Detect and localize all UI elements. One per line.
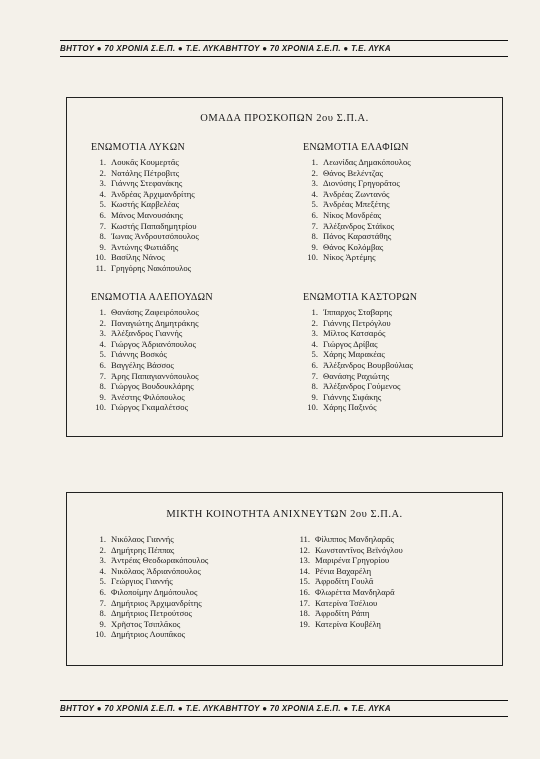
member-item <box>91 242 199 253</box>
member-item <box>295 598 403 609</box>
member-item <box>303 349 417 360</box>
member-item <box>303 157 411 168</box>
member-item <box>303 381 417 392</box>
member-name: Μάνος Μανουσάκης <box>111 209 183 220</box>
member-item <box>303 360 417 371</box>
member-name: Γρηγόρης Νακόπουλος <box>111 262 192 273</box>
member-number: 2. <box>311 167 318 178</box>
member-name: Μαριρένα Γρηγορίου <box>315 555 390 566</box>
member-number: 12. <box>299 544 310 555</box>
member-name: Γιάννης Στεφανάκης <box>111 178 183 189</box>
member-number: 9. <box>99 241 106 252</box>
member-number: 11. <box>95 262 106 273</box>
member-number: 1. <box>311 307 318 317</box>
member-name: Γιώργος Ἀδριανόπουλος <box>111 338 196 349</box>
member-item <box>303 339 417 350</box>
member-item <box>91 534 208 545</box>
member-name: Μίλτος Κατσαρός <box>323 328 386 339</box>
member-list <box>295 534 403 629</box>
member-name: Ἀνέστης Φιλόπουλος <box>111 391 185 402</box>
member-name: Ἱππαρχος Σταβαρης <box>323 307 392 317</box>
member-list <box>91 157 199 274</box>
bottom-banner: ΒΗΤΤΟΥ ● 70 ΧΡΟΝΙΑ Σ.Ε.Π. ● Τ.Ε. ΛΥΚΑΒΗΤΤΟΥ ● 70 ΧΡΟΝΙΑ Σ.Ε.Π. ● Τ.Ε. ΛΥΚΑ <box>60 700 508 717</box>
member-name: Χάρης Μαρακέας <box>323 349 385 360</box>
member-number: 3. <box>311 328 318 339</box>
member-item <box>91 608 208 619</box>
member-item <box>91 231 199 242</box>
member-number: 5. <box>99 349 106 360</box>
member-name: Ἀνδρέας Ἀρχιμανδρίτης <box>111 188 195 199</box>
member-number: 7. <box>99 597 106 608</box>
member-number: 7. <box>99 220 106 231</box>
member-item <box>295 534 403 545</box>
member-item <box>91 307 213 318</box>
member-number: 1. <box>311 157 318 167</box>
member-name: Ἀλέξανδρος Βουρβούλιας <box>323 359 413 370</box>
member-name: Νίκος Ἀρτέμης <box>323 252 376 263</box>
member-list <box>303 307 417 413</box>
member-item <box>303 168 411 179</box>
member-name: Ἀφροδίτη Ράπη <box>315 608 370 619</box>
member-name: Πάνος Καραστάθης <box>323 231 392 242</box>
member-number: 4. <box>99 188 106 199</box>
member-item <box>91 545 208 556</box>
member-name: Ἀνδρέας Μπεξέτης <box>323 199 390 210</box>
member-number: 17. <box>299 597 310 608</box>
member-list <box>91 534 208 640</box>
member-item <box>91 402 213 413</box>
member-number: 5. <box>311 349 318 360</box>
member-number: 3. <box>99 328 106 339</box>
member-number: 1. <box>99 157 106 167</box>
member-name: Δημήτριος Ἀρχιμανδρίτης <box>111 597 202 608</box>
member-number: 13. <box>299 555 310 566</box>
member-name: Νίκος Μονδρέας <box>323 209 382 220</box>
member-number: 1. <box>99 307 106 317</box>
member-name: Νατάλης Πέτροβιτς <box>111 167 180 178</box>
member-name: Κατερίνα Κουβέλη <box>315 618 381 629</box>
member-name: Γιάννης Βοσκός <box>111 349 167 360</box>
member-item <box>303 231 411 242</box>
member-number: 10. <box>95 402 106 413</box>
member-name: Κωστής Καρβελέας <box>111 199 180 210</box>
member-name: Ρένια Βαχαρέλη <box>315 565 372 576</box>
member-name: Κωνσταντῖνος Βεϊνόγλου <box>315 544 403 555</box>
member-item <box>91 598 208 609</box>
member-item <box>91 221 199 232</box>
member-name: Βαγγέλης Βάσσος <box>111 359 174 370</box>
patrol-lykon <box>91 141 199 274</box>
member-name: Φλωρέττα Μανδηλαρᾶ <box>315 586 395 597</box>
member-item <box>91 566 208 577</box>
member-item <box>303 199 411 210</box>
rangers-left-column <box>91 534 208 640</box>
member-item <box>303 392 417 403</box>
member-list <box>303 157 411 263</box>
member-number: 4. <box>311 188 318 199</box>
member-item <box>91 381 213 392</box>
member-name: Ἀρης Παπαγιαννόπουλος <box>111 370 199 381</box>
top-banner: ΒΗΤΤΟΥ ● 70 ΧΡΟΝΙΑ Σ.Ε.Π. ● Τ.Ε. ΛΥΚΑΒΗΤΤΟΥ ● 70 ΧΡΟΝΙΑ Σ.Ε.Π. ● Τ.Ε. ΛΥΚΑ <box>60 40 508 57</box>
member-name: Γιάννης Σιφάκης <box>323 391 382 402</box>
patrol-heading: ΕΝΩΜΟΤΙΑ ΛΥΚΩΝ <box>91 142 185 153</box>
member-number: 4. <box>311 338 318 349</box>
member-name: Θάνος Κολόμβας <box>323 241 384 252</box>
member-number: 9. <box>99 391 106 402</box>
member-item <box>303 318 417 329</box>
member-name: Θάνος Βελέντζας <box>323 167 384 178</box>
member-item <box>91 392 213 403</box>
member-name: Νικόλαος Γιαννής <box>111 534 174 544</box>
member-name: Γεώργιος Γιαννής <box>111 576 173 587</box>
member-number: 15. <box>299 576 310 587</box>
member-name: Παναγιώτης Δημητράκης <box>111 317 199 328</box>
member-name: Λεωνίδας Δημακόπουλος <box>323 157 411 167</box>
member-item <box>303 307 417 318</box>
member-item <box>91 339 213 350</box>
member-number: 10. <box>95 629 106 640</box>
member-number: 3. <box>311 178 318 189</box>
member-number: 2. <box>99 544 106 555</box>
member-item <box>295 566 403 577</box>
member-number: 14. <box>299 565 310 576</box>
member-number: 7. <box>311 220 318 231</box>
member-number: 10. <box>307 252 318 263</box>
member-number: 4. <box>99 565 106 576</box>
member-number: 6. <box>311 359 318 370</box>
member-number: 6. <box>311 209 318 220</box>
member-item <box>91 349 213 360</box>
member-item <box>91 199 199 210</box>
member-name: Γιάννης Πετρόγλου <box>323 317 391 328</box>
member-name: Γιώργος Βουδουκλάρης <box>111 381 194 392</box>
patrol-kastoron <box>303 291 417 413</box>
member-name: Νικόλαος Ἀδριανόπουλος <box>111 565 201 576</box>
scouts-box <box>66 97 503 437</box>
member-item <box>295 555 403 566</box>
member-name: Δημήτρης Πέππας <box>111 544 175 555</box>
member-number: 7. <box>99 370 106 381</box>
member-item <box>295 587 403 598</box>
member-item <box>91 328 213 339</box>
member-number: 5. <box>99 576 106 587</box>
member-name: Βασίλης Νάνος <box>111 252 165 263</box>
member-name: Ἀφροδίτη Γουλᾶ <box>315 576 374 587</box>
member-list <box>91 307 213 413</box>
member-name: Χρῆστος Τσιπλᾶκος <box>111 618 181 629</box>
member-number: 16. <box>299 586 310 597</box>
patrol-alepoudon <box>91 291 213 413</box>
member-name: Γιώργος Γκαμαλέτσος <box>111 402 188 413</box>
member-number: 1. <box>99 534 106 544</box>
member-item <box>303 210 411 221</box>
member-item <box>295 576 403 587</box>
member-name: Φιλοποίμην Δημόπουλος <box>111 586 198 597</box>
member-number: 10. <box>307 402 318 413</box>
member-item <box>295 608 403 619</box>
member-number: 19. <box>299 618 310 629</box>
member-item <box>91 252 199 263</box>
member-item <box>303 371 417 382</box>
rangers-title: ΜΙΚΤΗ ΚΟΙΝΟΤΗΤΑ ΑΝΙΧΝΕΥΤΩΝ 2ου Σ.Π.Α. <box>166 509 403 520</box>
member-number: 3. <box>99 555 106 566</box>
member-name: Ἀνδρέας Ζωντανός <box>323 188 390 199</box>
member-item <box>91 576 208 587</box>
member-name: Φίλιππος Μανδηλαρᾶς <box>315 534 394 544</box>
member-item <box>91 587 208 598</box>
member-name: Χάρης Παξινός <box>323 402 377 413</box>
member-number: 18. <box>299 608 310 619</box>
member-item <box>91 371 213 382</box>
member-name: Ἀντρέας Θεοδωρακόπουλος <box>111 555 209 566</box>
scouts-title: ΟΜΑΔΑ ΠΡΟΣΚΟΠΩΝ 2ου Σ.Π.Α. <box>200 113 369 124</box>
member-item <box>91 157 199 168</box>
member-name: Θανάσης Ραχιώτης <box>323 370 390 381</box>
member-item <box>303 402 417 413</box>
patrol-heading: ΕΝΩΜΟΤΙΑ ΚΑΣΤΟΡΩΝ <box>303 292 418 303</box>
member-name: Ἀλέξανδρος Γούμενος <box>323 381 401 392</box>
member-name: Ἀλέξανδρος Στάϊκος <box>323 220 395 231</box>
patrol-elafion <box>303 141 411 263</box>
member-number: 10. <box>95 252 106 263</box>
member-name: Κατερίνα Τσέλιου <box>315 597 378 608</box>
member-name: Διονύσης Γρηγορᾶτος <box>323 178 400 189</box>
member-item <box>91 178 199 189</box>
rangers-right-column <box>295 534 403 629</box>
member-number: 2. <box>311 317 318 328</box>
member-number: 3. <box>99 178 106 189</box>
member-number: 4. <box>99 338 106 349</box>
member-item <box>91 168 199 179</box>
member-number: 8. <box>311 381 318 392</box>
member-number: 2. <box>99 167 106 178</box>
member-item <box>91 263 199 274</box>
member-number: 2. <box>99 317 106 328</box>
member-name: Κωστής Παπαδημητρίου <box>111 220 197 231</box>
member-number: 8. <box>99 231 106 242</box>
member-number: 9. <box>311 391 318 402</box>
member-name: Δημήτριος Λουπᾶκος <box>111 629 186 640</box>
member-item <box>295 545 403 556</box>
member-item <box>91 360 213 371</box>
member-item <box>295 619 403 630</box>
member-number: 7. <box>311 370 318 381</box>
member-name: Γιώργος Δρίβας <box>323 338 378 349</box>
patrol-heading: ΕΝΩΜΟΤΙΑ ΕΛΑΦΙΩΝ <box>303 142 409 153</box>
member-number: 5. <box>99 199 106 210</box>
member-number: 6. <box>99 359 106 370</box>
member-name: Δημήτριος Πετρούτσος <box>111 608 192 619</box>
member-number: 6. <box>99 209 106 220</box>
member-number: 6. <box>99 586 106 597</box>
member-item <box>303 242 411 253</box>
member-item <box>91 629 208 640</box>
member-number: 9. <box>311 241 318 252</box>
member-item <box>91 189 199 200</box>
member-name: Θανάσης Ζαφειρόπουλος <box>111 307 199 317</box>
member-item <box>91 555 208 566</box>
patrol-heading: ΕΝΩΜΟΤΙΑ ΑΛΕΠΟΥΔΩΝ <box>91 292 213 303</box>
member-item <box>303 178 411 189</box>
member-item <box>303 221 411 232</box>
member-number: 9. <box>99 618 106 629</box>
member-number: 8. <box>99 608 106 619</box>
member-item <box>303 252 411 263</box>
member-number: 8. <box>99 381 106 392</box>
member-number: 8. <box>311 231 318 242</box>
member-name: Ἀλέξανδρος Γιαννής <box>111 328 183 339</box>
member-item <box>91 210 199 221</box>
member-item <box>303 189 411 200</box>
member-number: 11. <box>299 534 310 544</box>
member-item <box>303 328 417 339</box>
member-item <box>91 619 208 630</box>
member-name: Ἀντώνης Φωτιάδης <box>111 241 179 252</box>
member-name: Λουκᾶς Κουμερτᾶς <box>111 157 179 167</box>
member-number: 5. <box>311 199 318 210</box>
member-item <box>91 318 213 329</box>
member-name: Ἰωνας Ἀνδρουτσόπουλος <box>111 231 199 242</box>
rangers-box <box>66 492 503 666</box>
